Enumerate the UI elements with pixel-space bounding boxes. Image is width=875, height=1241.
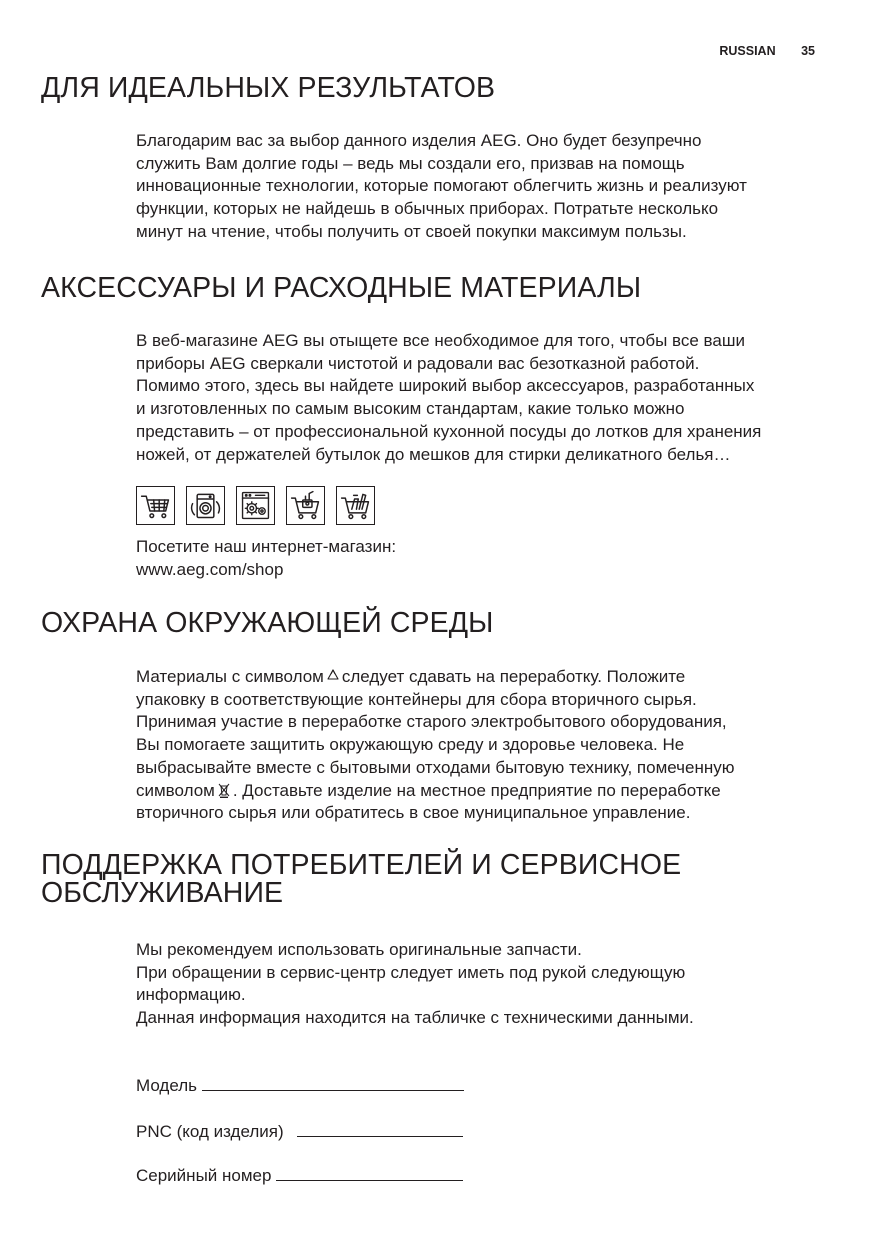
model-field	[136, 1074, 464, 1097]
text-segment: символом	[136, 780, 215, 800]
text-line: Принимая участие в переработке старого электробытового оборудования,	[136, 712, 727, 732]
text-line: приборы AEG сверкали чистотой и радовали вас безотказной работой.	[136, 353, 700, 373]
environment-paragraph	[136, 666, 826, 825]
recycling-symbol-icon	[326, 668, 340, 684]
serial-field	[136, 1164, 463, 1187]
pnc-label: PNC (код изделия)	[136, 1122, 284, 1141]
text-line: В веб-магазине AEG вы отыщете все необходимое для того, чтобы все ваши	[136, 331, 745, 350]
section-title-accessories: АКСЕССУАРЫ И РАСХОДНЫЕ МАТЕРИАЛЫ	[41, 272, 642, 304]
text-line: ножей, от держателей бутылок до мешков для стирки деликатного белья…	[136, 444, 731, 464]
section-title-environment: ОХРАНА ОКРУЖАЮЩЕЙ СРЕДЫ	[41, 607, 494, 639]
language-label: RUSSIAN	[719, 44, 776, 58]
accessories-paragraph	[136, 330, 826, 466]
support-paragraph	[136, 939, 826, 1030]
text-line	[136, 780, 826, 803]
text-line: Вы помогаете защитить окружающую среду и здоровье человека. Не	[136, 735, 685, 755]
shop-icons-row	[136, 486, 375, 525]
text-segment: . Доставьте изделие на местное предприятие по переработке	[232, 780, 721, 800]
pnc-blank-line	[297, 1120, 463, 1137]
pnc-field	[136, 1120, 463, 1143]
text-line: Данная информация находится на табличке с техническими данными.	[136, 1008, 694, 1028]
crossed-bin-icon	[217, 782, 231, 798]
washing-machine-icon	[186, 486, 225, 525]
text-line: При обращении в сервис-центр следует иметь под рукой следующую	[136, 962, 686, 982]
text-line: вторичного сырья или обратитесь в свое муниципальное управление.	[136, 803, 691, 823]
page-header	[719, 44, 815, 58]
cart-cookware-icon	[286, 486, 325, 525]
title-line: ОБСЛУЖИВАНИЕ	[41, 877, 284, 909]
section-title-results: ДЛЯ ИДЕАЛЬНЫХ РЕЗУЛЬТАТОВ	[41, 72, 496, 104]
text-line: инновационные технологии, которые помогают облегчить жизнь и реализуют	[136, 176, 747, 196]
text-line: выбрасывайте вместе с бытовыми отходами бытовую технику, помеченную	[136, 757, 735, 777]
section-title-support	[41, 851, 681, 907]
shop-info	[136, 536, 826, 581]
text-line: информацию.	[136, 985, 246, 1005]
text-line: Помимо этого, здесь вы найдете широкий выбор аксессуаров, разработанных	[136, 376, 755, 396]
text-line: функции, которых не найдешь в обычных приборах. Потратьте несколько	[136, 199, 719, 219]
shop-visit-label: Посетите наш интернет-магазин:	[136, 537, 397, 556]
text-line: представить – от профессиональной кухонной посуды до лотков для хранения	[136, 421, 762, 441]
text-line: Мы рекомендуем использовать оригинальные запчасти.	[136, 940, 582, 959]
text-line: минут на чтение, чтобы получить от своей покупки максимум пользы.	[136, 221, 687, 241]
shopping-cart-icon	[136, 486, 175, 525]
text-line: упаковку в соответствующие контейнеры для сбора вторичного сырья.	[136, 689, 697, 709]
text-line: и изготовленных по самым высоким стандартам, какие только можно	[136, 399, 685, 419]
text-line: Благодарим вас за выбор данного изделия AEG. Оно будет безупречно	[136, 131, 702, 150]
text-line	[136, 666, 826, 689]
results-paragraph	[136, 130, 826, 244]
title-line: ПОДДЕРЖКА ПОТРЕБИТЕЛЕЙ И СЕРВИСНОЕ	[41, 849, 682, 881]
text-segment: Материалы с символом	[136, 667, 324, 686]
shop-url-link[interactable]: www.aeg.com/shop	[136, 559, 284, 579]
text-segment: следует сдавать на переработку. Положите	[341, 667, 686, 686]
text-line: служить Вам долгие годы – ведь мы создали его, призвав на помощь	[136, 153, 685, 173]
serial-blank-line	[276, 1164, 463, 1181]
page-number: 35	[801, 44, 815, 58]
model-label: Модель	[136, 1076, 198, 1095]
cart-cleaning-icon	[336, 486, 375, 525]
model-blank-line	[202, 1074, 464, 1091]
oven-settings-icon	[236, 486, 275, 525]
serial-label: Серийный номер	[136, 1166, 272, 1185]
